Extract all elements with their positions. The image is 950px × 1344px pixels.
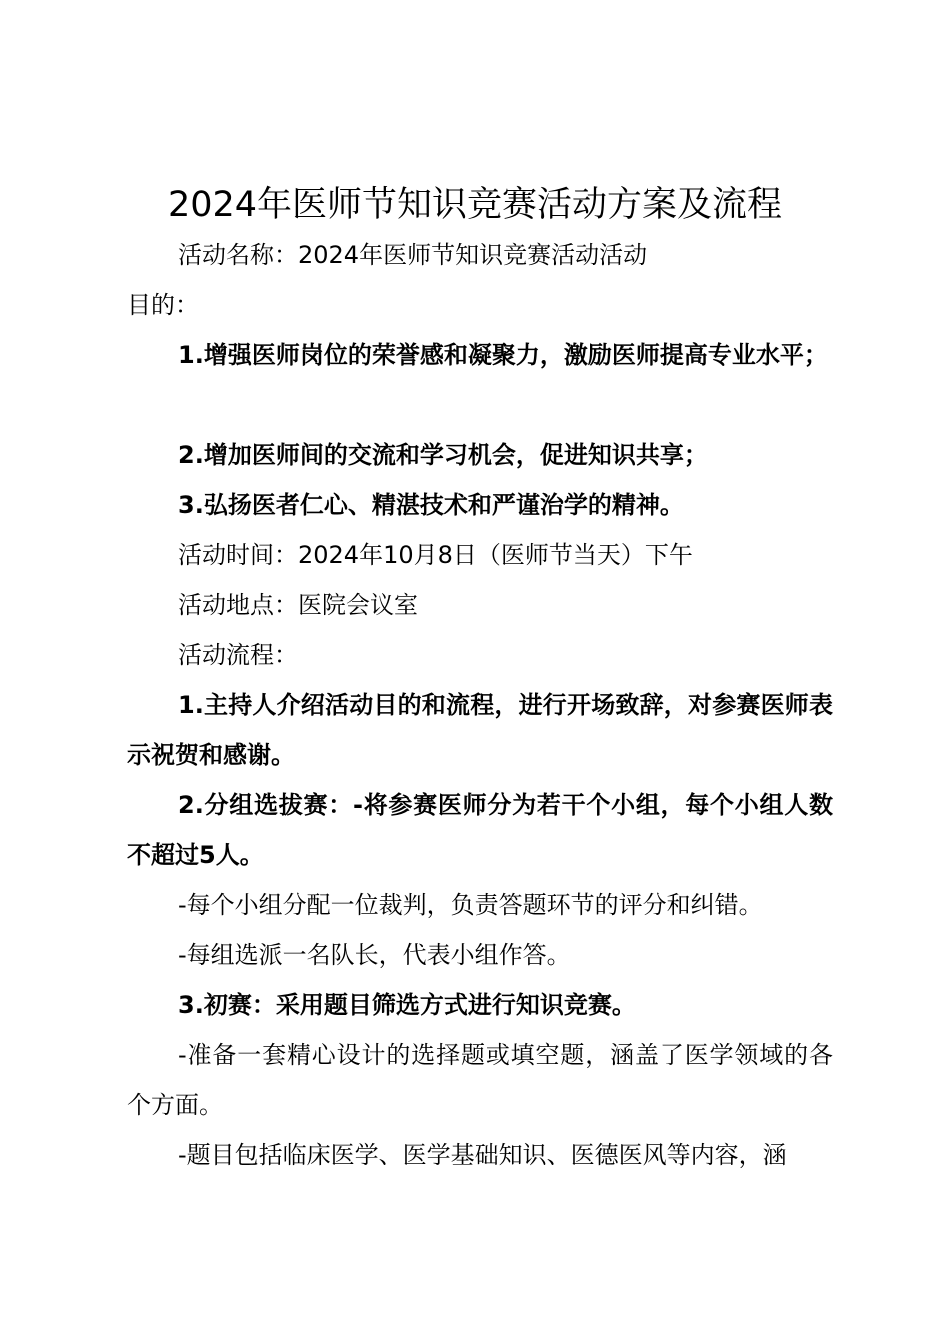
- paragraph-purpose-2: 2.增加医师间的交流和学习机会，促进知识共享；: [178, 441, 708, 469]
- paragraph-purpose-heading: 目的：: [127, 291, 199, 319]
- paragraph-process-3: 3.初赛：采用题目筛选方式进行知识竞赛。: [178, 991, 636, 1019]
- document-title: 2024年医师节知识竞赛活动方案及流程: [167, 185, 783, 225]
- paragraph-activity-location: 活动地点：医院会议室: [178, 591, 418, 619]
- paragraph-process-2-judge: -每个小组分配一位裁判，负责答题环节的评分和纠错。: [178, 891, 763, 919]
- paragraph-process-2-captain: -每组选派一名队长，代表小组作答。: [178, 941, 571, 969]
- paragraph-process-3-questions: -准备一套精心设计的选择题或填空题，涵盖了医学领域的各个方面。: [127, 1041, 833, 1119]
- paragraph-process-heading: 活动流程：: [178, 641, 298, 669]
- paragraph-activity-name: 活动名称：2024年医师节知识竞赛活动活动: [178, 241, 648, 269]
- paragraph-purpose-1: 1.增强医师岗位的荣誉感和凝聚力，激励医师提高专业水平；: [178, 341, 828, 369]
- paragraph-purpose-3: 3.弘扬医者仁心、精湛技术和严谨治学的精神。: [178, 491, 684, 519]
- paragraph-process-1: 1.主持人介绍活动目的和流程，进行开场致辞，对参赛医师表示祝贺和感谢。: [127, 691, 833, 769]
- paragraph-process-2: 2.分组选拔赛：-将参赛医师分为若干个小组，每个小组人数不超过5人。: [127, 791, 833, 869]
- paragraph-activity-time: 活动时间：2024年10月8日（医师节当天）下午: [178, 541, 693, 569]
- paragraph-process-3-topics: -题目包括临床医学、医学基础知识、医德医风等内容，涵: [178, 1141, 787, 1169]
